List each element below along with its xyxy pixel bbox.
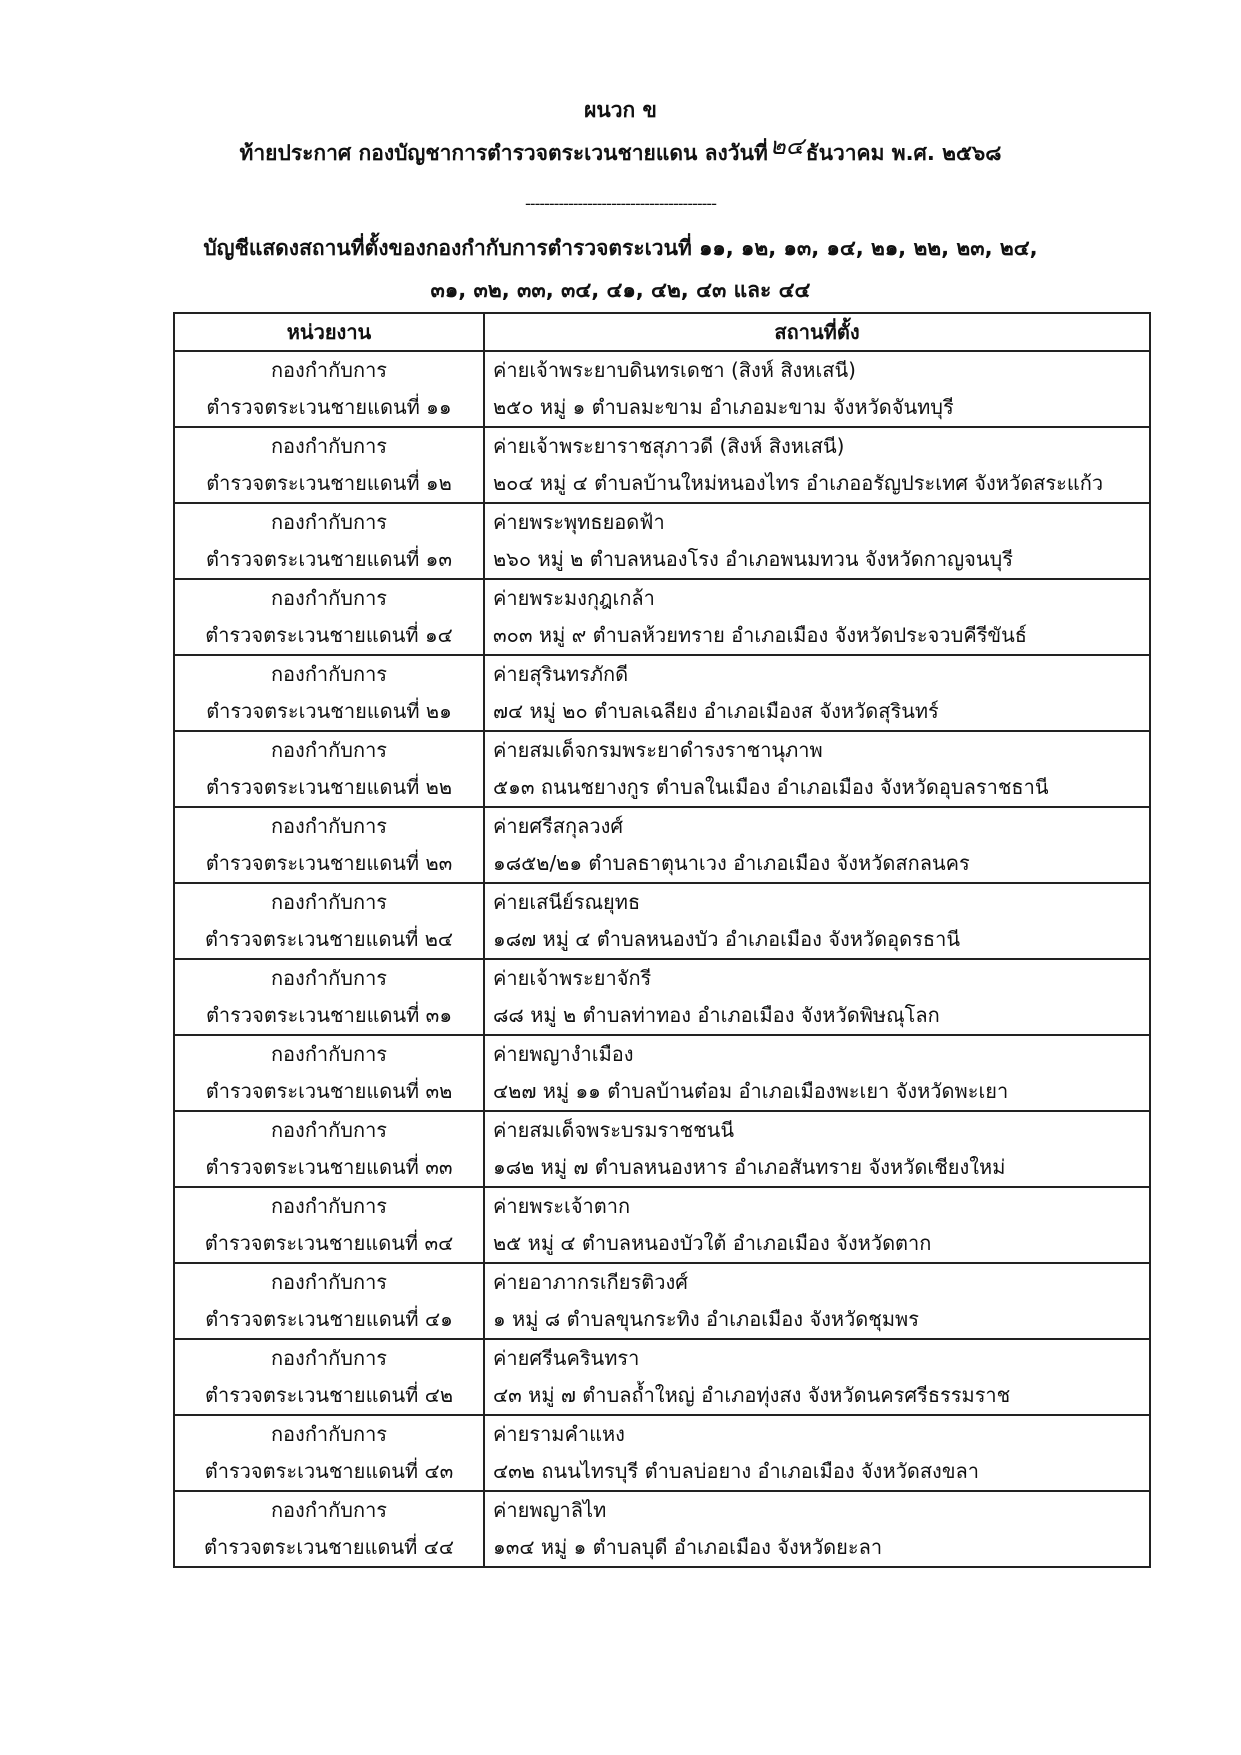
address: ๔๓๒ ถนนไทรบุรี ตำบลบ่อยาง อำเภอเมือง จังหวัดสงขลา [493,1459,979,1483]
unit-line2: ตำรวจตระเวนชายแดนที่ ๑๔ [205,623,453,647]
unit-line1: กองกำกับการ [270,434,388,458]
table-row [174,351,1150,427]
address: ๒๕ หมู่ ๔ ตำบลหนองบัวใต้ อำเภอเมือง จังหวัดตาก [493,1231,932,1255]
unit-cell [174,1491,484,1567]
camp-name: ค่ายสุรินทรภักดี [493,662,629,686]
address: ๔๓ หมู่ ๗ ตำบลถ้ำใหญ่ อำเภอทุ่งสง จังหวัดนครศรีธรรมราช [493,1383,1011,1407]
location-cell [484,1187,1150,1263]
unit-line1: กองกำกับการ [270,1498,388,1522]
camp-name: ค่ายพระเจ้าตาก [493,1194,631,1218]
table-row [174,655,1150,731]
unit-line2: ตำรวจตระเวนชายแดนที่ ๒๒ [205,775,453,799]
unit-line1: กองกำกับการ [270,1194,388,1218]
table-row [174,427,1150,503]
camp-name: ค่ายอาภากรเกียรติวงศ์ [493,1270,688,1294]
unit-line2: ตำรวจตระเวนชายแดนที่ ๒๓ [205,851,453,875]
separator: ---------------------------------------- [525,194,716,213]
list-title-line2: ๓๑, ๓๒, ๓๓, ๓๔, ๔๑, ๔๒, ๔๓ และ ๔๔ [430,278,811,302]
address: ๑๘๒ หมู่ ๗ ตำบลหนองหาร อำเภอสันทราย จังหวัดเชียงใหม่ [493,1155,1006,1179]
unit-cell [174,503,484,579]
unit-line2: ตำรวจตระเวนชายแดนที่ ๓๑ [205,1003,453,1027]
camp-name: ค่ายเจ้าพระยาราชสุภาวดี (สิงห์ สิงหเสนี) [493,434,845,458]
unit-cell [174,579,484,655]
camp-name: ค่ายเสนีย์รณยุทธ [493,890,641,914]
table-row [174,1339,1150,1415]
camp-name: ค่ายพญางำเมือง [493,1042,634,1066]
unit-line2: ตำรวจตระเวนชายแดนที่ ๔๑ [205,1307,453,1331]
unit-line1: กองกำกับการ [270,1118,388,1142]
table-row [174,807,1150,883]
camp-name: ค่ายสมเด็จกรมพระยาดำรงราชานุภาพ [493,738,823,762]
unit-line2: ตำรวจตระเวนชายแดนที่ ๑๑ [206,395,452,419]
camp-name: ค่ายสมเด็จพระบรมราชชนนี [493,1118,735,1142]
table-row [174,1035,1150,1111]
location-cell [484,427,1150,503]
location-cell [484,1111,1150,1187]
camp-name: ค่ายรามคำแหง [493,1422,625,1446]
handwritten-day: ๒๔ [769,132,804,160]
column-header-location: สถานที่ตั้ง [484,313,1150,351]
unit-cell [174,427,484,503]
unit-line1: กองกำกับการ [270,1422,388,1446]
table-row [174,503,1150,579]
list-title-line1: บัญชีแสดงสถานที่ตั้งของกองกำกับการตำรวจตระเวนที่ ๑๑, ๑๒, ๑๓, ๑๔, ๒๑, ๒๒, ๒๓, ๒๔, [203,236,1038,260]
address: ๔๒๗ หมู่ ๑๑ ตำบลบ้านต๋อม อำเภอเมืองพะเยา จังหวัดพะเยา [493,1079,1009,1103]
location-cell [484,1339,1150,1415]
table-row [174,1187,1150,1263]
table-row [174,1491,1150,1567]
unit-line1: กองกำกับการ [270,510,388,534]
unit-line2: ตำรวจตระเวนชายแดนที่ ๓๒ [205,1079,453,1103]
unit-line1: กองกำกับการ [270,814,388,838]
unit-cell [174,731,484,807]
location-cell [484,807,1150,883]
unit-line1: กองกำกับการ [270,662,388,686]
table-row [174,1415,1150,1491]
announcement-line [0,132,1241,171]
unit-cell [174,1187,484,1263]
unit-cell [174,807,484,883]
table-row [174,579,1150,655]
address: ๑ หมู่ ๘ ตำบลขุนกระทิง อำเภอเมือง จังหวัดชุมพร [493,1307,919,1331]
location-cell [484,1491,1150,1567]
address: ๒๕๐ หมู่ ๑ ตำบลมะขาม อำเภอมะขาม จังหวัดจันทบุรี [493,395,954,419]
address: ๘๘ หมู่ ๒ ตำบลท่าทอง อำเภอเมือง จังหวัดพิษณุโลก [493,1003,940,1027]
announcement-prefix: ท้ายประกาศ กองบัญชาการตำรวจตระเวนชายแดน ลงวันที่ [239,141,768,165]
unit-cell [174,655,484,731]
unit-cell [174,1111,484,1187]
unit-cell [174,1035,484,1111]
location-cell [484,503,1150,579]
announcement-suffix: ธันวาคม พ.ศ. ๒๕๖๘ [805,141,1002,165]
address: ๑๘๗ หมู่ ๔ ตำบลหนองบัว อำเภอเมือง จังหวัดอุดรธานี [493,927,960,951]
unit-line2: ตำรวจตระเวนชายแดนที่ ๔๓ [204,1459,454,1483]
address: ๒๖๐ หมู่ ๒ ตำบลหนองโรง อำเภอพนมทวน จังหวัดกาญจนบุรี [493,547,1013,571]
unit-line2: ตำรวจตระเวนชายแดนที่ ๒๑ [206,699,452,723]
table-row [174,959,1150,1035]
location-cell [484,655,1150,731]
location-cell [484,1263,1150,1339]
location-cell [484,883,1150,959]
unit-cell [174,1339,484,1415]
camp-name: ค่ายพระพุทธยอดฟ้า [493,510,665,534]
unit-line2: ตำรวจตระเวนชายแดนที่ ๓๓ [205,1155,453,1179]
location-cell [484,1415,1150,1491]
unit-cell [174,351,484,427]
address: ๓๐๓ หมู่ ๙ ตำบลห้วยทราย อำเภอเมือง จังหวัดประจวบคีรีขันธ์ [493,623,1027,647]
unit-line1: กองกำกับการ [270,966,388,990]
unit-line1: กองกำกับการ [270,1270,388,1294]
column-header-unit: หน่วยงาน [174,313,484,351]
address: ๑๘๕๒/๒๑ ตำบลธาตุนาเวง อำเภอเมือง จังหวัดสกลนคร [493,851,970,875]
unit-line1: กองกำกับการ [270,890,388,914]
table-row [174,731,1150,807]
locations-table [173,312,1151,1568]
unit-line1: กองกำกับการ [270,1346,388,1370]
table-row [174,1111,1150,1187]
unit-cell [174,1263,484,1339]
location-cell [484,731,1150,807]
camp-name: ค่ายศรีนครินทรา [493,1346,640,1370]
camp-name: ค่ายเจ้าพระยาจักรี [493,966,652,990]
table-row [174,883,1150,959]
unit-line2: ตำรวจตระเวนชายแดนที่ ๒๔ [204,927,454,951]
location-cell [484,959,1150,1035]
annex-title: ผนวก ข [584,98,657,122]
table-row [174,1263,1150,1339]
address: ๕๑๓ ถนนชยางกูร ตำบลในเมือง อำเภอเมือง จังหวัดอุบลราชธานี [493,775,1049,799]
address: ๑๓๔ หมู่ ๑ ตำบลบุดี อำเภอเมือง จังหวัดยะลา [493,1535,883,1559]
camp-name: ค่ายพระมงกุฎเกล้า [493,586,655,610]
unit-cell [174,959,484,1035]
unit-cell [174,883,484,959]
location-cell [484,1035,1150,1111]
unit-cell [174,1415,484,1491]
location-cell [484,351,1150,427]
unit-line1: กองกำกับการ [270,586,388,610]
unit-line2: ตำรวจตระเวนชายแดนที่ ๑๓ [205,547,453,571]
unit-line1: กองกำกับการ [270,1042,388,1066]
camp-name: ค่ายพญาลิไท [493,1498,607,1522]
unit-line1: กองกำกับการ [270,738,388,762]
unit-line2: ตำรวจตระเวนชายแดนที่ ๔๒ [204,1383,454,1407]
camp-name: ค่ายเจ้าพระยาบดินทรเดชา (สิงห์ สิงหเสนี) [493,358,856,382]
unit-line2: ตำรวจตระเวนชายแดนที่ ๔๔ [203,1535,454,1559]
unit-line2: ตำรวจตระเวนชายแดนที่ ๓๔ [204,1231,454,1255]
address: ๗๔ หมู่ ๒๐ ตำบลเฉลียง อำเภอเมืองส จังหวัดสุรินทร์ [493,699,939,723]
unit-line2: ตำรวจตระเวนชายแดนที่ ๑๒ [206,471,452,495]
location-cell [484,579,1150,655]
camp-name: ค่ายศรีสกุลวงศ์ [493,814,624,838]
unit-line1: กองกำกับการ [270,358,388,382]
table-header-row [174,313,1150,351]
address: ๒๐๔ หมู่ ๔ ตำบลบ้านใหม่หนองไทร อำเภออรัญประเทศ จังหวัดสระแก้ว [493,471,1104,495]
